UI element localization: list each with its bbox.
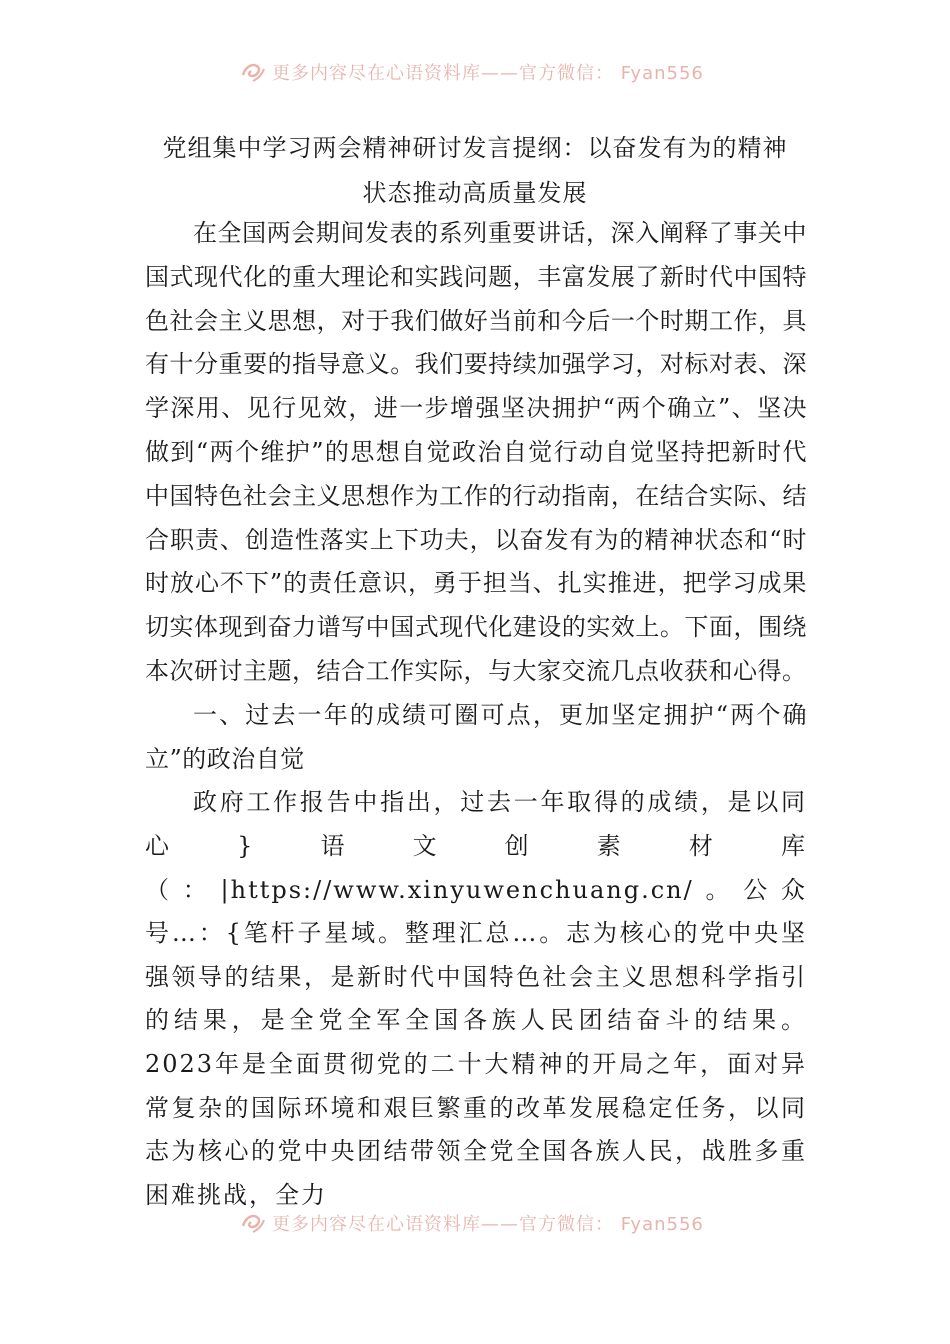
watermark-footer [240, 1206, 760, 1240]
title-line-2: 状态推动高质量发展 [362, 179, 588, 207]
watermark-header [240, 55, 760, 89]
watermark-logo-icon [240, 61, 266, 83]
title-line-1: 党组集中学习两会精神研讨发言提纲：以奋发有为的精神 [162, 134, 788, 162]
paragraph-intro: 在全国两会期间发表的系列重要讲话，深入阐释了事关中国式现代化的重大理论和实践问题，丰富发展了新时代中国特色社会主义思想，对于我们做好当前和今后一个时期工作，具有十分重要的指导意义。我们要持续加强学习，对标对表、深学深用、见行见效，进一步增强坚决拥护“两个确立”、坚决做到“两个维护”的思想自觉政治自觉行动自觉坚持把新时代中国特色社会主义思想作为工作的行动指南，在结合实际、结合职责、创造性落实上下功夫，以奋发有为的精神状态和“时时放心不下”的责任意识，勇于担当、扎实推进，把学习成果切实体现到奋力谱写中国式现代化建设的实效上。下面，围绕本次研讨主题，结合工作实际，与大家交流几点收获和心得。 [145, 219, 807, 685]
watermark-text: 更多内容尽在心语资料库——官方微信： Fyan556 [272, 63, 704, 84]
section-heading-1: 一、过去一年的成绩可圈可点，更加坚定拥护“两个确立”的政治自觉 [145, 700, 807, 773]
watermark-logo-icon [240, 1212, 266, 1234]
paragraph-section-1: 政府工作报告中指出，过去一年取得的成绩，是以同心}语文创素材库（：|https://www.xinyuwenchuang.cn/。公众号…：{笔杆子星域。整理汇总…。志为核心的党中央坚强领导的结果，是新时代中国特色社会主义思想科学指引的结果，是全党全军全国各族人民团结奋斗的结果。2023年是全面贯彻党的二十大精神的开局之年，面对异常复杂的国际环境和艰巨繁重的改革发展稳定任务，以同志为核心的党中央团结带领全党全国各族人民，战胜多重困难挑战，全力 [145, 788, 807, 1209]
watermark-text: 更多内容尽在心语资料库——官方微信： Fyan556 [272, 1214, 704, 1235]
document-title [140, 126, 810, 216]
document-body [145, 212, 807, 1217]
